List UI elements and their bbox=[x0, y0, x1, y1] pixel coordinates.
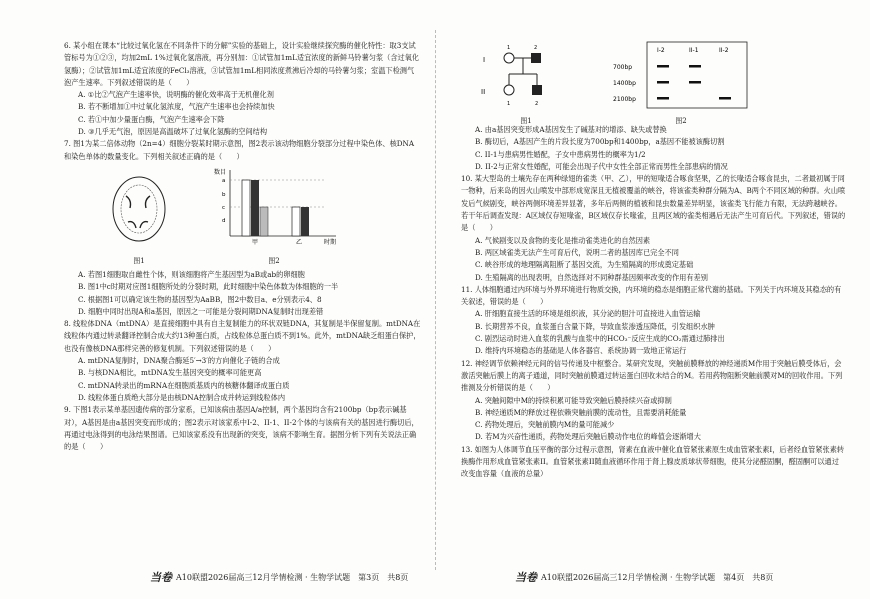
option: B. 与核DNA相比，mtDNA发生基因突变的概率可能更高 bbox=[78, 368, 262, 378]
option: D. II-2与正常女性婚配，可能会出现子代中女性全部正常而男性全部患病的情况 bbox=[475, 161, 728, 171]
option: A. 肝细胞直接生活的环境是组织液，其分泌的胆汁可直接进入血管运输 bbox=[475, 309, 701, 319]
question-6 bbox=[64, 40, 421, 138]
option: B. 若不断增加①中过氧化氢浓度，气泡产生速率也会持续加快 bbox=[78, 102, 275, 112]
gel-band bbox=[657, 81, 669, 84]
gel-band bbox=[657, 65, 669, 68]
figure-2-caption: 图2 bbox=[268, 256, 280, 265]
tick-label-e: a bbox=[222, 178, 226, 185]
individual-number: 2 bbox=[534, 45, 538, 51]
gel-lane-label: I-2 bbox=[657, 47, 665, 54]
question-12-stem: 12. 神经调节依赖神经元间的信号传递及中枢整合。某研究发现，突触前膜释放的神经递质M作用于突触后膜受体后，会激活突触后膜上的离子通道，同时突触前膜通过转运蛋白回收未结合的M。若用药物阻断突触前膜对M的回收作用。下列推测及分析错误的是（ ） bbox=[461, 358, 843, 393]
gel-lane-label: II-2 bbox=[719, 47, 729, 54]
x-axis-label: 时期 bbox=[324, 239, 337, 247]
footer-text: A10联盟2026届高三12月学情检测 · 生物学试题 第3页 共8页 bbox=[176, 572, 409, 582]
question-6-stem: 6. 某小组在课本“比较过氧化氢在不同条件下的分解”实验的基础上，设计实验继续探究酶的催化特性：取3支试管标号为①②③，均加2mL 1%过氧化氢溶液，再分别加：①试管加1mL适宜浓度的新鲜马铃薯匀浆（含过氧化氢酶）；②试管加1mL适宜浓度的FeCl₃溶液，③试管加1mL相同浓度煮沸后冷却的马铃薯匀浆；室温下检测气泡产生速率。下列叙述错误的是（ ） bbox=[64, 41, 420, 87]
x-category-label: 甲 bbox=[252, 239, 259, 247]
gel-lane-label: II-1 bbox=[689, 47, 699, 54]
question-10 bbox=[461, 173, 846, 284]
bar bbox=[260, 207, 268, 236]
option: C. 剧烈运动时进入血浆的乳酸与血浆中的HCO₃⁻反应生成的CO₂需通过肺排出 bbox=[475, 334, 725, 344]
option: A. 气候剧变以及食物的变化是推动雀类进化的自然因素 bbox=[475, 235, 651, 245]
bar bbox=[251, 180, 259, 236]
question-9-figures bbox=[481, 40, 846, 124]
gel-band bbox=[657, 97, 669, 100]
tick-label: d bbox=[222, 218, 226, 225]
bar bbox=[242, 180, 250, 236]
bar bbox=[301, 207, 309, 236]
band-size-label: 1400bp bbox=[613, 80, 636, 87]
question-8 bbox=[64, 318, 421, 404]
bar-chart bbox=[204, 164, 344, 250]
question-9-options bbox=[461, 124, 846, 173]
y-axis-label: 数目 bbox=[214, 169, 227, 177]
option: D. ③几乎无气泡，原因是高温破坏了过氧化氢酶的空间结构 bbox=[78, 127, 268, 137]
brand-logo: 当卷 bbox=[150, 571, 172, 584]
question-10-stem: 10. 某大型岛的土壤先存在两种绿翅的雀类（甲、乙），甲的短喙适合啄食坚果，乙的长喙适合啄食昆虫，二者最初属于同一物种，后来岛的因火山喷发中部形成宽深且无植被覆盖的峡谷，将该雀类种群分隔为A、B两个不同区域的种群。火山喷发后气候剧变，峡谷两侧环境差异显著，多年后两侧的植被和昆虫数量差异明显，该雀类飞行能力有限，无法跨越峡谷。若干年后调查发现：A区域仅存短喙雀，B区域仅存长喙雀，且两区域的雀类相遇后无法产生可育后代。下列叙述，错误的是（ ） bbox=[461, 174, 846, 233]
option: B. 长期营养不良，血浆蛋白含量下降，导致血浆渗透压降低，引发组织水肿 bbox=[475, 321, 715, 331]
option: C. II-1与患病男性婚配，子女中患病男性的概率为1/2 bbox=[475, 149, 646, 159]
option: B. 图1中c时期对应图1细胞所处的分裂时期，此时细胞中染色体数为体细胞的一半 bbox=[78, 282, 339, 292]
option: C. 根据图1可以确定该生物的基因型为AaBB，图2中数目a、e分别表示4、8 bbox=[78, 294, 322, 304]
affected-male-symbol bbox=[532, 85, 542, 95]
figure-2 bbox=[204, 164, 344, 267]
question-9 bbox=[64, 404, 421, 453]
bar bbox=[292, 207, 300, 236]
page-footer-left bbox=[150, 569, 408, 585]
gel-figure bbox=[611, 40, 751, 124]
individual-number: 2 bbox=[535, 101, 539, 107]
question-8-stem: 8. 线粒体DNA（mtDNA）是直接细胞中具有自主复制能力的环状双链DNA，其复制是半保留复制。mtDNA在线粒体内通过转录翻译控制合成大约13种蛋白质，占线粒体总蛋白质不到1%。此外，mtDNA缺乏组蛋白保护，也没有像核DNA那样完善的修复机制。下列叙述错误的是（ ） bbox=[64, 319, 421, 353]
option: B. 神经递质M的释放过程依赖突触前膜的流动性，且需要消耗能量 bbox=[475, 407, 687, 417]
band-size-label: 2100bp bbox=[613, 96, 636, 103]
option: D. 若M为兴奋性递质，药物处理后突触后膜动作电位的峰值会逐渐增大 bbox=[475, 432, 701, 442]
generation-label: I bbox=[483, 56, 486, 64]
question-13 bbox=[461, 444, 846, 481]
question-13-stem: 13. 如图为人体调节血压平衡的部分过程示意图，肾素在血液中催化血管紧张素原生成血管紧张素I，后者经血管紧张素转换酶作用形成血管紧张素II。血管紧张素II随血液循环作用于肾上腺皮质球状带细胞，使其分泌醛固酮，醛固酮可以通过改变血容量（血液的总量） bbox=[461, 444, 845, 479]
option: A. ①比②气泡产生速率快，说明酶的催化效率高于无机催化剂 bbox=[78, 90, 274, 100]
option: A. mtDNA复制时，DNA聚合酶延5′→3′的方向催化子链的合成 bbox=[78, 356, 280, 366]
individual-number: 1 bbox=[507, 45, 511, 51]
gel-band bbox=[719, 97, 731, 100]
pedigree-caption: 图1 bbox=[520, 117, 532, 125]
x-category-label: 乙 bbox=[296, 239, 303, 247]
option: B. 两区域雀类无法产生可育后代，说明二者的基因库已完全不同 bbox=[475, 247, 679, 257]
gel-caption: 图2 bbox=[675, 117, 687, 125]
generation-label: II bbox=[481, 88, 486, 96]
question-11 bbox=[461, 284, 846, 358]
figure-1-caption: 图1 bbox=[133, 256, 145, 265]
affected-male-symbol bbox=[531, 53, 541, 63]
brand-logo: 当卷 bbox=[515, 571, 537, 584]
option: D. 维持内环境稳态的基础是人体各器官、系统协调一致地正常运行 bbox=[475, 346, 687, 356]
option: C. 峡谷形成的地理隔离阻断了基因交流，为生殖隔离的形成奠定基础 bbox=[475, 260, 694, 270]
individual-number: 1 bbox=[507, 101, 511, 107]
option: A. 由a基因突变形成A基因发生了碱基对的增添、缺失或替换 bbox=[475, 125, 667, 134]
pedigree-figure bbox=[481, 40, 571, 124]
option: B. 酶切后，A基因产生的片段长度为700bp和1400bp，a基因不能被该酶切割 bbox=[475, 137, 725, 147]
option: C. mtDNA转录出的mRNA在细胞质基质内的核糖体翻译成蛋白质 bbox=[78, 380, 290, 390]
question-11-stem: 11. 人体细胞通过内环境与外界环境进行物质交换，内环境的稳态是细胞正常代谢的基础。下列关于内环境及其稳态的有关叙述，错误的是（ ） bbox=[461, 284, 842, 307]
tick-label: b bbox=[222, 192, 226, 199]
option: D. 生殖隔离的出现表明，自然选择对不同种群基因频率改变的作用有差别 bbox=[475, 272, 708, 282]
question-9-stem: 9. 下图1表示某单基因遗传病的部分家系，已知该病由基因A/a控制，两个基因均含有2100bp（bp表示碱基对），A基因是由a基因突变而形成的；图2表示对该家系中I-2、II-1、II-2个体的与该病有关的基因进行酶切后，再通过电泳得到的电泳结果图谱。已知该家系没有出现新的突变，该病不影响生育。据图分析下列有关说法正确的是（ ） bbox=[64, 405, 419, 452]
female-symbol bbox=[504, 85, 514, 95]
option: C. 药物处理后，突触前膜内M的量可能减少 bbox=[475, 420, 615, 430]
question-7 bbox=[64, 138, 421, 318]
band-size-label: 700bp bbox=[613, 64, 633, 71]
option: D. 细胞中同时出现A和a基因，原因之一可能是分裂间期DNA复制时出现差错 bbox=[78, 306, 324, 316]
footer-text: A10联盟2026届高三12月学情检测 · 生物学试题 第4页 共8页 bbox=[541, 572, 774, 582]
gel-band bbox=[689, 65, 701, 68]
gel-band bbox=[689, 81, 701, 84]
figure-1 bbox=[104, 174, 174, 267]
pedigree-chart bbox=[481, 40, 571, 112]
page-footer-right bbox=[515, 569, 773, 585]
question-12 bbox=[461, 358, 846, 444]
electrophoresis-gel bbox=[611, 40, 751, 112]
option: A. 突触间隙中M的持续积累可能导致突触后膜持续兴奋或抑制 bbox=[475, 395, 672, 405]
cell-division-diagram bbox=[104, 174, 174, 250]
tick-label: c bbox=[222, 205, 226, 212]
option: D. 线粒体蛋白质绝大部分是由核DNA控制合成并转运到线粒体内 bbox=[78, 392, 286, 402]
option: C. 若①中加少量蛋白酶，气泡产生速率会下降 bbox=[78, 114, 225, 124]
option: A. 若图1细胞取自雌性个体，则该细胞将产生基因型为aB或ab的卵细胞 bbox=[78, 269, 305, 279]
female-symbol bbox=[504, 53, 514, 63]
question-7-stem: 7. 图1为某二倍体动物（2n=4）细胞分裂某时期示意图，图2表示该动物细胞分裂部分过程中染色体、核DNA和染色单体的数量变化。下列相关叙述正确的是（ ） bbox=[64, 139, 415, 161]
right-page bbox=[435, 0, 870, 599]
question-7-figures bbox=[104, 167, 421, 267]
